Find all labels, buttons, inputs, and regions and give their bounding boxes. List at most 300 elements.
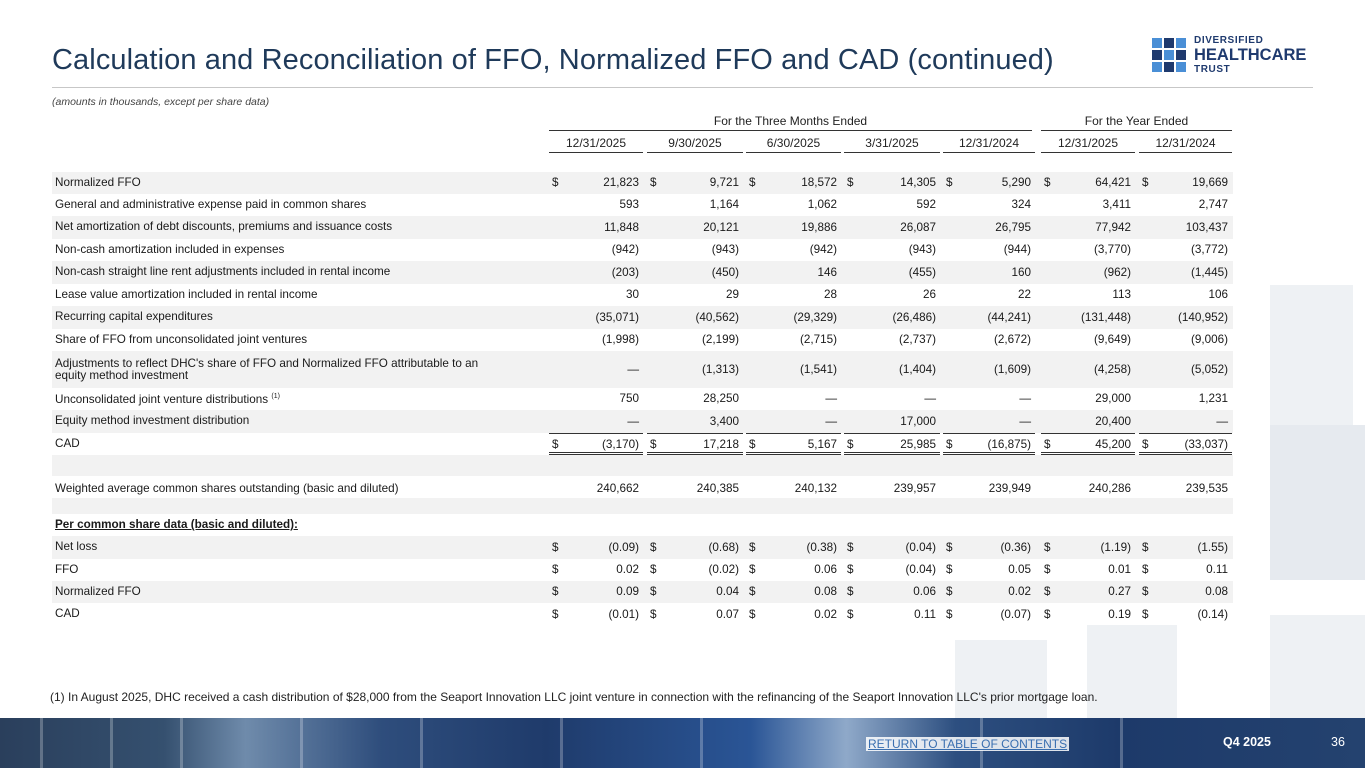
value-cell xyxy=(844,433,940,455)
cell-value: 3,411 xyxy=(1102,198,1131,211)
cell-value: (0.04) xyxy=(905,540,936,554)
cell-value: 0.08 xyxy=(1205,585,1228,598)
currency-symbol: $ xyxy=(749,563,756,576)
cell-value: 0.06 xyxy=(913,585,936,598)
currency-symbol: $ xyxy=(749,585,756,598)
row-label: Normalized FFO xyxy=(55,176,141,189)
cell-value: 0.11 xyxy=(1206,563,1228,576)
currency-symbol: $ xyxy=(1044,607,1051,621)
table-of-contents-link[interactable]: RETURN TO TABLE OF CONTENTS xyxy=(868,737,1068,751)
cell-value: 0.02 xyxy=(616,563,639,576)
value-cell xyxy=(1041,536,1135,559)
cell-value: (26,486) xyxy=(892,310,936,324)
logo-wordmark xyxy=(1194,36,1306,75)
table-row xyxy=(52,388,1233,410)
cell-value: 21,823 xyxy=(603,176,639,189)
column-header: 12/31/2025 xyxy=(549,136,643,153)
currency-symbol: $ xyxy=(946,438,953,451)
cell-value: 19,886 xyxy=(801,220,837,234)
value-cell xyxy=(1041,410,1135,433)
value-cell xyxy=(943,476,1035,502)
currency-symbol: $ xyxy=(1142,176,1149,189)
cell-value: — xyxy=(825,414,837,428)
value-cell xyxy=(746,194,841,216)
cell-value: — xyxy=(627,362,639,376)
table-row xyxy=(52,329,1233,351)
value-cell xyxy=(943,410,1035,433)
value-cell xyxy=(746,216,841,239)
cell-value: 45,200 xyxy=(1095,438,1131,451)
cell-value: (35,071) xyxy=(595,310,639,324)
table-row xyxy=(52,536,1233,559)
value-cell xyxy=(549,536,643,559)
cell-value: 17,000 xyxy=(900,414,936,428)
value-cell xyxy=(647,284,743,306)
currency-symbol: $ xyxy=(552,540,559,554)
value-cell xyxy=(1139,261,1232,284)
value-cell xyxy=(943,351,1035,388)
currency-symbol: $ xyxy=(847,438,854,451)
value-cell xyxy=(1139,581,1232,603)
cell-value: 240,286 xyxy=(1088,482,1131,495)
value-cell xyxy=(647,239,743,261)
value-cell xyxy=(746,410,841,433)
cell-value: (203) xyxy=(611,265,639,279)
cell-value: (0.14) xyxy=(1197,607,1228,621)
cell-value: (0.01) xyxy=(608,607,639,621)
cell-value: (942) xyxy=(809,243,837,256)
cell-value: (3,770) xyxy=(1093,243,1131,256)
currency-symbol: $ xyxy=(749,176,756,189)
cell-value: 240,385 xyxy=(696,482,739,495)
currency-symbol: $ xyxy=(847,607,854,621)
cell-value: 240,132 xyxy=(794,482,837,495)
currency-symbol: $ xyxy=(847,176,854,189)
value-cell xyxy=(844,559,940,581)
value-cell xyxy=(647,433,743,455)
table-row xyxy=(52,410,1233,433)
cell-value: 77,942 xyxy=(1095,220,1131,234)
column-header: 12/31/2024 xyxy=(943,136,1035,153)
cell-value: 103,437 xyxy=(1185,220,1228,234)
cell-value: 160 xyxy=(1011,265,1031,279)
value-cell xyxy=(1139,351,1232,388)
cell-value: 29 xyxy=(725,288,739,301)
row-label: Unconsolidated joint venture distributions $^{(1)}$ xyxy=(55,392,280,406)
cell-value: 2,747 xyxy=(1198,198,1228,211)
footnote: (1) In August 2025, DHC received a cash distribution of $28,000 from the Seaport Innovation LLC joint venture in connection with the refinancing of the Seaport Innovation LLC's prior mortgage loan. xyxy=(50,690,1098,704)
cell-value: (1,609) xyxy=(993,362,1031,376)
cell-value: 29,000 xyxy=(1095,392,1131,405)
value-cell xyxy=(1139,433,1232,455)
cell-value: (1.19) xyxy=(1100,540,1131,554)
cell-value: 0.04 xyxy=(716,585,739,598)
company-logo xyxy=(1152,36,1322,76)
value-cell xyxy=(746,476,841,502)
cell-value: (962) xyxy=(1103,265,1131,279)
currency-symbol: $ xyxy=(552,607,559,621)
cell-value: 64,421 xyxy=(1095,176,1131,189)
cell-value: (9,649) xyxy=(1093,333,1131,346)
row-label: Recurring capital expenditures xyxy=(55,310,213,323)
cell-value: 106 xyxy=(1208,288,1228,301)
value-cell xyxy=(1139,388,1232,410)
cell-value: (16,875) xyxy=(987,438,1031,451)
value-cell xyxy=(844,306,940,329)
cell-value: 1,231 xyxy=(1198,392,1228,405)
value-cell xyxy=(1139,194,1232,216)
table-row xyxy=(52,581,1233,603)
cell-value: 3,400 xyxy=(709,414,739,428)
value-cell xyxy=(1041,261,1135,284)
value-cell xyxy=(1139,536,1232,559)
value-cell xyxy=(647,559,743,581)
cell-value: 25,985 xyxy=(900,438,936,451)
value-cell xyxy=(647,351,743,388)
cell-value: 0.01 xyxy=(1108,563,1131,576)
cell-value: 14,305 xyxy=(900,176,936,189)
background-panel xyxy=(1270,425,1365,580)
currency-symbol: $ xyxy=(1142,585,1149,598)
value-cell xyxy=(1041,433,1135,455)
value-cell xyxy=(844,476,940,502)
cell-value: 0.27 xyxy=(1108,585,1131,598)
cell-value: 239,957 xyxy=(893,482,936,495)
value-cell xyxy=(1139,559,1232,581)
column-header: 6/30/2025 xyxy=(746,136,841,153)
cell-value: — xyxy=(825,392,837,405)
header-three-months: For the Three Months Ended xyxy=(549,114,1032,131)
currency-symbol: $ xyxy=(847,585,854,598)
cell-value: 240,662 xyxy=(596,482,639,495)
value-cell xyxy=(647,476,743,502)
cell-value: 28,250 xyxy=(703,392,739,405)
value-cell xyxy=(1041,559,1135,581)
currency-symbol: $ xyxy=(650,176,657,189)
cell-value: (1,445) xyxy=(1190,265,1228,279)
cell-value: 26 xyxy=(922,288,936,301)
value-cell xyxy=(647,581,743,603)
cell-value: 1,062 xyxy=(807,198,837,211)
table-row xyxy=(52,239,1233,261)
value-cell xyxy=(1041,603,1135,626)
value-cell xyxy=(943,433,1035,455)
row-label: General and administrative expense paid in common shares xyxy=(55,198,367,211)
cell-value: (943) xyxy=(908,243,936,256)
value-cell xyxy=(549,284,643,306)
value-cell xyxy=(746,329,841,351)
value-cell xyxy=(943,216,1035,239)
value-cell xyxy=(844,284,940,306)
background-panel xyxy=(1270,615,1365,718)
value-cell xyxy=(844,261,940,284)
cell-value: 1,164 xyxy=(709,198,739,211)
currency-symbol: $ xyxy=(1044,176,1051,189)
value-cell xyxy=(549,172,643,194)
value-cell xyxy=(746,261,841,284)
value-cell xyxy=(844,410,940,433)
value-cell xyxy=(647,261,743,284)
cell-value: 0.05 xyxy=(1008,563,1031,576)
cell-value: 0.11 xyxy=(914,607,936,621)
cell-value: (2,737) xyxy=(898,333,936,346)
table-row xyxy=(52,476,1233,502)
row-label: Normalized FFO xyxy=(55,585,141,598)
value-cell xyxy=(943,172,1035,194)
row-label: Per common share data (basic and diluted): xyxy=(55,518,298,531)
cell-value: 5,290 xyxy=(1001,176,1031,189)
row-label: Net amortization of debt discounts, premiums and issuance costs xyxy=(55,220,393,233)
page-number: 36 xyxy=(1331,735,1345,749)
row-label: Lease value amortization included in rental income xyxy=(55,288,318,301)
value-cell xyxy=(844,388,940,410)
table-row xyxy=(52,433,1233,455)
cell-value: 28 xyxy=(823,288,837,301)
logo-mark-icon xyxy=(1152,38,1186,72)
value-cell xyxy=(943,261,1035,284)
row-label: CAD xyxy=(55,437,80,450)
units-note: (amounts in thousands, except per share data) xyxy=(52,96,270,108)
cell-value: (1,313) xyxy=(701,362,739,376)
value-cell xyxy=(1139,410,1232,433)
value-cell xyxy=(1139,476,1232,502)
cell-value: (455) xyxy=(908,265,936,279)
cell-value: (0.36) xyxy=(1000,540,1031,554)
value-cell xyxy=(549,351,643,388)
value-cell xyxy=(1139,329,1232,351)
currency-symbol: $ xyxy=(1142,438,1149,451)
value-cell xyxy=(647,216,743,239)
value-cell xyxy=(647,410,743,433)
currency-symbol: $ xyxy=(1044,438,1051,451)
footer-banner xyxy=(0,718,1365,768)
currency-symbol: $ xyxy=(1044,563,1051,576)
table-row xyxy=(52,559,1233,581)
value-cell xyxy=(549,261,643,284)
table-row xyxy=(52,306,1233,329)
value-cell xyxy=(647,603,743,626)
cell-value: 146 xyxy=(817,265,837,279)
cell-value: (40,562) xyxy=(695,310,739,324)
value-cell xyxy=(647,536,743,559)
currency-symbol: $ xyxy=(946,563,953,576)
value-cell xyxy=(844,351,940,388)
value-cell xyxy=(1041,216,1135,239)
cell-value: 9,721 xyxy=(709,176,739,189)
currency-symbol: $ xyxy=(1142,540,1149,554)
value-cell xyxy=(647,306,743,329)
value-cell xyxy=(844,329,940,351)
currency-symbol: $ xyxy=(946,585,953,598)
currency-symbol: $ xyxy=(1142,563,1149,576)
value-cell xyxy=(844,536,940,559)
value-cell xyxy=(549,603,643,626)
value-cell xyxy=(1139,284,1232,306)
value-cell xyxy=(1041,388,1135,410)
cell-value: 0.19 xyxy=(1108,607,1131,621)
cell-value: 26,795 xyxy=(995,220,1031,234)
value-cell xyxy=(746,603,841,626)
value-cell xyxy=(746,239,841,261)
cell-value: (33,037) xyxy=(1184,438,1228,451)
currency-symbol: $ xyxy=(650,540,657,554)
cell-value: — xyxy=(1019,392,1031,405)
page-title: Calculation and Reconciliation of FFO, Normalized FFO and CAD (continued) xyxy=(52,44,1054,76)
value-cell xyxy=(549,581,643,603)
row-label: CAD xyxy=(55,607,80,620)
cell-value: (1.55) xyxy=(1197,540,1228,554)
cell-value: (3,170) xyxy=(601,438,639,451)
cell-value: (942) xyxy=(611,243,639,256)
value-cell xyxy=(1041,239,1135,261)
value-cell xyxy=(844,172,940,194)
cell-value: (2,715) xyxy=(799,333,837,346)
cell-value: — xyxy=(1019,414,1031,428)
row-label: Non-cash straight line rent adjustments included in rental income xyxy=(55,265,391,278)
cell-value: (0.02) xyxy=(708,563,739,576)
currency-symbol: $ xyxy=(749,540,756,554)
currency-symbol: $ xyxy=(946,540,953,554)
cell-value: (44,241) xyxy=(987,310,1031,324)
currency-symbol: $ xyxy=(650,563,657,576)
cell-value: 592 xyxy=(916,198,936,211)
cell-value: 0.09 xyxy=(616,585,639,598)
row-label: FFO xyxy=(55,563,79,576)
value-cell xyxy=(647,388,743,410)
cell-value: (0.04) xyxy=(905,563,936,576)
cell-value: — xyxy=(924,392,936,405)
cell-value: 18,572 xyxy=(801,176,837,189)
cell-value: 30 xyxy=(625,288,639,301)
value-cell xyxy=(1139,239,1232,261)
value-cell xyxy=(1041,476,1135,502)
value-cell xyxy=(549,194,643,216)
value-cell xyxy=(943,388,1035,410)
currency-symbol: $ xyxy=(650,607,657,621)
value-cell xyxy=(746,351,841,388)
cell-value: (1,541) xyxy=(799,362,837,376)
currency-symbol: $ xyxy=(1142,607,1149,621)
value-cell xyxy=(549,216,643,239)
value-cell xyxy=(943,559,1035,581)
logo-line-3: TRUST xyxy=(1194,63,1231,75)
value-cell xyxy=(844,216,940,239)
table-row xyxy=(52,284,1233,306)
header-year-ended: For the Year Ended xyxy=(1041,114,1232,131)
cell-value: (1,404) xyxy=(898,362,936,376)
currency-symbol: $ xyxy=(847,563,854,576)
value-cell xyxy=(1139,603,1232,626)
cell-value: (4,258) xyxy=(1093,362,1131,376)
table-row xyxy=(52,194,1233,216)
value-cell xyxy=(746,284,841,306)
value-cell xyxy=(549,306,643,329)
value-cell xyxy=(549,410,643,433)
table-row xyxy=(52,216,1233,239)
background-panel xyxy=(1087,625,1177,718)
currency-symbol: $ xyxy=(749,438,756,451)
cell-value: 20,121 xyxy=(703,220,739,234)
value-cell xyxy=(943,239,1035,261)
cell-value: 0.02 xyxy=(1008,585,1031,598)
value-cell xyxy=(1041,329,1135,351)
table-row xyxy=(52,351,1233,388)
footnote-ref: (1) xyxy=(271,393,280,400)
title-divider xyxy=(52,87,1313,88)
value-cell xyxy=(844,581,940,603)
column-header: 12/31/2025 xyxy=(1041,136,1135,153)
currency-symbol: $ xyxy=(946,176,953,189)
cell-value: 750 xyxy=(619,392,639,405)
value-cell xyxy=(844,239,940,261)
cell-value: 22 xyxy=(1017,288,1031,301)
table-row xyxy=(52,172,1233,194)
column-header: 9/30/2025 xyxy=(647,136,743,153)
cell-value: (450) xyxy=(711,265,739,279)
value-cell xyxy=(844,194,940,216)
value-cell xyxy=(746,433,841,455)
column-header: 3/31/2025 xyxy=(844,136,940,153)
value-cell xyxy=(549,476,643,502)
table-row xyxy=(52,514,1233,536)
value-cell xyxy=(746,172,841,194)
column-header: 12/31/2024 xyxy=(1139,136,1232,153)
cell-value: 0.07 xyxy=(716,607,739,621)
quarter-label: Q4 2025 xyxy=(1223,735,1271,749)
cell-value: 17,218 xyxy=(703,438,739,451)
cell-value: — xyxy=(1216,414,1228,428)
value-cell xyxy=(746,536,841,559)
value-cell xyxy=(746,306,841,329)
cell-value: 19,669 xyxy=(1192,176,1228,189)
value-cell xyxy=(1041,351,1135,388)
logo-line-1: DIVERSIFIED xyxy=(1194,35,1264,46)
row-label: Non-cash amortization included in expenses xyxy=(55,243,285,256)
cell-value: 324 xyxy=(1011,198,1031,211)
value-cell xyxy=(549,559,643,581)
cell-value: (29,329) xyxy=(793,310,837,324)
value-cell xyxy=(844,603,940,626)
cell-value: 20,400 xyxy=(1095,414,1131,428)
cell-value: (3,772) xyxy=(1190,243,1228,256)
cell-value: 239,949 xyxy=(988,482,1031,495)
value-cell xyxy=(1139,216,1232,239)
cell-value: (0.68) xyxy=(708,540,739,554)
currency-symbol: $ xyxy=(650,438,657,451)
cell-value: (140,952) xyxy=(1177,310,1228,324)
value-cell xyxy=(943,603,1035,626)
background-panel xyxy=(955,640,1047,718)
value-cell xyxy=(1041,581,1135,603)
cell-value: (0.38) xyxy=(806,540,837,554)
value-cell xyxy=(1139,172,1232,194)
value-cell xyxy=(549,329,643,351)
cell-value: (9,006) xyxy=(1190,333,1228,346)
cell-value: 0.02 xyxy=(814,607,837,621)
cell-value: 0.08 xyxy=(814,585,837,598)
currency-symbol: $ xyxy=(650,585,657,598)
value-cell xyxy=(549,239,643,261)
value-cell xyxy=(647,172,743,194)
currency-symbol: $ xyxy=(1044,540,1051,554)
cell-value: (2,199) xyxy=(701,333,739,346)
currency-symbol: $ xyxy=(552,438,559,451)
value-cell xyxy=(1041,284,1135,306)
cell-value: (0.07) xyxy=(1000,607,1031,621)
cell-value: 11,848 xyxy=(604,220,639,234)
cell-value: (944) xyxy=(1003,243,1031,256)
cell-value: (2,672) xyxy=(993,333,1031,346)
